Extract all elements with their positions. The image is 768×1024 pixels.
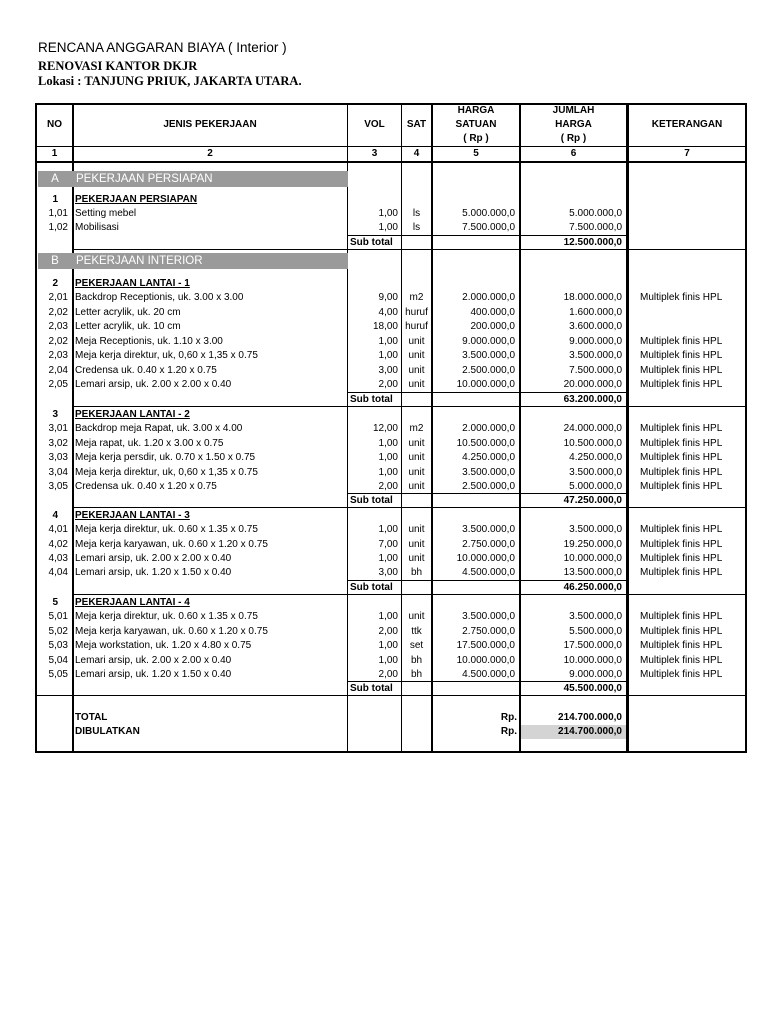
cell-vol: 1,00: [378, 655, 398, 666]
cell-no: 4,03: [48, 553, 68, 564]
cell-jumlah: 18.000.000,0: [563, 292, 622, 303]
cell-ket: Multiplek finis HPL: [640, 669, 723, 680]
table-row: [37, 639, 745, 653]
cell-ket: Multiplek finis HPL: [640, 438, 723, 449]
cell-ket: Multiplek finis HPL: [640, 350, 723, 361]
cell-ket: Multiplek finis HPL: [640, 539, 723, 550]
cell-harga: 2.500.000,0: [462, 481, 515, 492]
table-row: [37, 451, 745, 465]
cell-jumlah: 5.000.000,0: [569, 481, 622, 492]
cell-desc: Lemari arsip, uk. 1.20 x 1.50 x 0.40: [75, 567, 232, 578]
table-row: [37, 538, 745, 552]
cell-harga: 3.500.000,0: [462, 350, 515, 361]
cell-harga: 2.750.000,0: [462, 626, 515, 637]
section-b-letter: B: [51, 255, 59, 267]
cell-no: 2,05: [48, 379, 68, 390]
cell-vol: 1,00: [378, 524, 398, 535]
cell-sat: unit: [408, 336, 425, 347]
cell-ket: Multiplek finis HPL: [640, 553, 723, 564]
cell-sat: unit: [408, 365, 425, 376]
cell-desc: Meja kerja persdir, uk. 0.70 x 1.50 x 0.75: [75, 452, 256, 463]
cell-desc: Meja kerja karyawan, uk. 0.60 x 1.20 x 0.75: [75, 626, 268, 637]
subtotal-rule: [72, 594, 745, 595]
cell-ket: Multiplek finis HPL: [640, 336, 723, 347]
cell-sat: m2: [409, 423, 424, 434]
table-row: [37, 523, 745, 537]
cell-desc: Meja kerja direktur, uk. 0.60 x 1.35 x 0.75: [75, 524, 258, 535]
cell-sat: unit: [408, 553, 425, 564]
table-row: [37, 480, 745, 494]
subtotal-rule: [72, 406, 745, 407]
cell-sat: huruf: [405, 321, 428, 332]
cell-desc: Meja kerja direktur, uk, 0,60 x 1,35 x 0.75: [75, 350, 258, 361]
cell-desc: Meja kerja direktur, uk. 0.60 x 1.35 x 0.75: [75, 611, 258, 622]
rounded-label: DIBULATKAN: [75, 726, 140, 737]
col-header-vol: VOL: [364, 119, 385, 130]
col-number: 4: [413, 148, 420, 159]
subtotal-value: 45.500.000,0: [563, 683, 622, 694]
subtotal-rule: [72, 507, 745, 508]
cell-no: 1,02: [48, 222, 68, 233]
cell-harga: 200.000,0: [470, 321, 515, 332]
cell-no: 2,02: [48, 307, 68, 318]
cell-jumlah: 7.500.000,0: [569, 365, 622, 376]
col-number: 6: [570, 148, 577, 159]
cell-desc: Letter acrylik, uk. 20 cm: [75, 307, 181, 318]
cell-vol: 1,00: [378, 350, 398, 361]
table-row: [37, 349, 745, 363]
table-row: [37, 610, 745, 624]
cell-sat: unit: [408, 611, 425, 622]
cell-vol: 1,00: [378, 553, 398, 564]
section-a-letter: A: [51, 173, 59, 185]
cell-ket: Multiplek finis HPL: [640, 626, 723, 637]
cell-sat: unit: [408, 438, 425, 449]
cell-desc: Meja Receptionis, uk. 1.10 x 3.00: [75, 336, 223, 347]
cell-desc: Lemari arsip, uk. 2.00 x 2.00 x 0.40: [75, 553, 232, 564]
cell-harga: 7.500.000,0: [462, 222, 515, 233]
cell-vol: 18,00: [372, 321, 398, 332]
cell-no: 4,02: [48, 539, 68, 550]
cell-harga: 2.500.000,0: [462, 365, 515, 376]
cell-desc: Setting mebel: [75, 208, 137, 219]
col-header-jenis: JENIS PEKERJAAN: [163, 119, 257, 130]
cell-jumlah: 9.000.000,0: [569, 669, 622, 680]
cell-jumlah: 10.500.000,0: [563, 438, 622, 449]
cell-no: 1,01: [48, 208, 68, 219]
cell-ket: Multiplek finis HPL: [640, 292, 723, 303]
cell-desc: Lemari arsip, uk. 2.00 x 2.00 x 0.40: [75, 379, 232, 390]
cell-ket: Multiplek finis HPL: [640, 611, 723, 622]
cell-jumlah: 3.500.000,0: [569, 524, 622, 535]
cell-desc: Credensa uk. 0.40 x 1.20 x 0.75: [75, 481, 217, 492]
col-header-sat: SAT: [406, 119, 427, 130]
cell-jumlah: 3.600.000,0: [569, 321, 622, 332]
cell-no: 2,04: [48, 365, 68, 376]
cell-desc: PEKERJAAN LANTAI - 1: [75, 278, 190, 289]
cell-vol: 2,00: [378, 626, 398, 637]
col-header-harga-3: ( Rp ): [463, 133, 489, 144]
group-heading-row: [37, 509, 745, 523]
cell-vol: 4,00: [378, 307, 398, 318]
cell-sat: unit: [408, 452, 425, 463]
cell-jumlah: 20.000.000,0: [563, 379, 622, 390]
cell-ket: Multiplek finis HPL: [640, 481, 723, 492]
cell-jumlah: 5.000.000,0: [569, 208, 622, 219]
row-divider: [37, 695, 745, 696]
table-row: [37, 335, 745, 349]
cell-desc: Letter acrylik, uk. 10 cm: [75, 321, 181, 332]
cell-ket: Multiplek finis HPL: [640, 467, 723, 478]
cell-harga: 10.000.000,0: [456, 655, 515, 666]
cell-jumlah: 1.600.000,0: [569, 307, 622, 318]
cell-jumlah: 10.000.000,0: [563, 553, 622, 564]
cell-no: 5,04: [48, 655, 68, 666]
cell-jumlah: 13.500.000,0: [563, 567, 622, 578]
subtotal-rule: [72, 249, 745, 250]
cell-no: 2: [52, 278, 58, 289]
cell-jumlah: 3.500.000,0: [569, 467, 622, 478]
section-a-title: PEKERJAAN PERSIAPAN: [76, 173, 213, 185]
cell-vol: 3,00: [378, 365, 398, 376]
col-header-harga-2: SATUAN: [455, 119, 497, 130]
cell-no: 2,01: [48, 292, 68, 303]
cell-harga: 10.000.000,0: [456, 379, 515, 390]
table-row: [37, 437, 745, 451]
table-row: [37, 364, 745, 378]
section-b-title: PEKERJAAN INTERIOR: [76, 255, 203, 267]
cell-no: 5,02: [48, 626, 68, 637]
col-number: 7: [684, 148, 690, 159]
table-row: [37, 625, 745, 639]
cell-sat: unit: [408, 379, 425, 390]
table-row: [37, 320, 745, 334]
section-b-bar: [38, 253, 348, 269]
cell-no: 4,04: [48, 567, 68, 578]
cell-no: 2,03: [48, 321, 68, 332]
cell-vol: 3,00: [378, 567, 398, 578]
subtotal-label: Sub total: [350, 582, 393, 593]
col-header-keterangan: KETERANGAN: [651, 119, 723, 130]
cell-ket: Multiplek finis HPL: [640, 567, 723, 578]
group-heading-row: [37, 277, 745, 291]
col-number: 3: [371, 148, 378, 159]
cell-harga: 400.000,0: [470, 307, 515, 318]
cell-ket: Multiplek finis HPL: [640, 365, 723, 376]
cell-jumlah: 9.000.000,0: [569, 336, 622, 347]
cell-ket: Multiplek finis HPL: [640, 379, 723, 390]
cell-desc: Backdrop meja Rapat, uk. 3.00 x 4.00: [75, 423, 243, 434]
cell-desc: Meja kerja direktur, uk, 0,60 x 1,35 x 0.75: [75, 467, 258, 478]
table-row: [37, 378, 745, 392]
subtotal-value: 46.250.000,0: [563, 582, 622, 593]
cell-vol: 1,00: [378, 438, 398, 449]
cell-vol: 2,00: [378, 481, 398, 492]
col-number: 2: [207, 148, 213, 159]
table-row: [37, 221, 745, 235]
cell-vol: 1,00: [378, 336, 398, 347]
cell-vol: 2,00: [378, 379, 398, 390]
table-row: [37, 466, 745, 480]
subtotal-value: 47.250.000,0: [563, 495, 622, 506]
cell-vol: 1,00: [378, 222, 398, 233]
total-value: 214.700.000,0: [558, 712, 622, 723]
cell-jumlah: 3.500.000,0: [569, 350, 622, 361]
cell-sat: ls: [412, 208, 421, 219]
doc-title: RENCANA ANGGARAN BIAYA ( Interior ): [38, 40, 287, 55]
cell-desc: Lemari arsip, uk. 1.20 x 1.50 x 0.40: [75, 669, 232, 680]
cell-sat: set: [409, 640, 424, 651]
cell-desc: PEKERJAAN PERSIAPAN: [75, 194, 198, 205]
table-row: [37, 207, 745, 221]
cell-vol: 2,00: [378, 669, 398, 680]
cell-harga: 3.500.000,0: [462, 524, 515, 535]
rab-table: [35, 103, 747, 753]
rounded-currency: Rp.: [500, 726, 517, 737]
cell-harga: 3.500.000,0: [462, 611, 515, 622]
group-heading-row: [37, 596, 745, 610]
col-header-jumlah-3: ( Rp ): [560, 133, 587, 144]
rounded-value: 214.700.000,0: [521, 725, 626, 739]
cell-vol: 1,00: [378, 452, 398, 463]
cell-jumlah: 17.500.000,0: [563, 640, 622, 651]
cell-sat: bh: [410, 655, 423, 666]
cell-sat: unit: [408, 524, 425, 535]
table-row: [37, 668, 745, 682]
col-header-jumlah-2: HARGA: [555, 119, 592, 130]
cell-jumlah: 10.000.000,0: [563, 655, 622, 666]
total-label: TOTAL: [75, 712, 108, 723]
cell-harga: 10.500.000,0: [456, 438, 515, 449]
table-row: [37, 306, 745, 320]
cell-harga: 3.500.000,0: [462, 467, 515, 478]
cell-harga: 4.250.000,0: [462, 452, 515, 463]
cell-ket: Multiplek finis HPL: [640, 423, 723, 434]
cell-harga: 2.750.000,0: [462, 539, 515, 550]
cell-vol: 12,00: [372, 423, 398, 434]
cell-ket: Multiplek finis HPL: [640, 655, 723, 666]
col-header-no: NO: [47, 119, 62, 130]
cell-no: 5: [52, 597, 58, 608]
project-name: RENOVASI KANTOR DKJR: [38, 59, 198, 73]
total-currency: Rp.: [500, 712, 517, 723]
cell-vol: 1,00: [378, 611, 398, 622]
cell-vol: 9,00: [378, 292, 398, 303]
cell-sat: unit: [408, 539, 425, 550]
cell-sat: bh: [410, 669, 423, 680]
cell-no: 2,02: [48, 336, 68, 347]
cell-desc: Meja workstation, uk. 1.20 x 4.80 x 0.75: [75, 640, 252, 651]
cell-desc: Mobilisasi: [75, 222, 119, 233]
col-number: 5: [473, 148, 479, 159]
cell-sat: unit: [408, 467, 425, 478]
section-a-bar: [38, 171, 348, 187]
cell-harga: 4.500.000,0: [462, 567, 515, 578]
table-row: [37, 654, 745, 668]
cell-harga: 2.000.000,0: [462, 423, 515, 434]
cell-no: 5,05: [48, 669, 68, 680]
cell-ket: Multiplek finis HPL: [640, 452, 723, 463]
cell-no: 5,03: [48, 640, 68, 651]
table-row: [37, 566, 745, 580]
group-heading-row: [37, 193, 745, 207]
cell-jumlah: 7.500.000,0: [569, 222, 622, 233]
cell-no: 3,02: [48, 438, 68, 449]
cell-desc: PEKERJAAN LANTAI - 4: [75, 597, 190, 608]
cell-harga: 4.500.000,0: [462, 669, 515, 680]
cell-no: 3,05: [48, 481, 68, 492]
cell-jumlah: 5.500.000,0: [569, 626, 622, 637]
col-number: 1: [51, 148, 58, 159]
project-location: Lokasi : TANJUNG PRIUK, JAKARTA UTARA.: [38, 74, 302, 88]
cell-no: 3,03: [48, 452, 68, 463]
subtotal-value: 12.500.000,0: [563, 237, 622, 248]
cell-vol: 7,00: [378, 539, 398, 550]
subtotal-label: Sub total: [350, 495, 393, 506]
cell-desc: Meja kerja karyawan, uk. 0.60 x 1.20 x 0.75: [75, 539, 268, 550]
cell-ket: Multiplek finis HPL: [640, 524, 723, 535]
cell-no: 3,01: [48, 423, 68, 434]
row-divider: [37, 161, 745, 163]
cell-no: 4: [52, 510, 58, 521]
cell-harga: 2.000.000,0: [462, 292, 515, 303]
subtotal-label: Sub total: [350, 237, 393, 248]
cell-no: 5,01: [48, 611, 68, 622]
table-row: [37, 291, 745, 305]
cell-desc: Credensa uk. 0.40 x 1.20 x 0.75: [75, 365, 217, 376]
cell-ket: Multiplek finis HPL: [640, 640, 723, 651]
cell-vol: 1,00: [378, 467, 398, 478]
subtotal-value: 63.200.000,0: [563, 394, 622, 405]
cell-jumlah: 19.250.000,0: [563, 539, 622, 550]
col-header-harga-1: HARGA: [457, 105, 495, 116]
table-row: [37, 552, 745, 566]
cell-no: 3: [52, 409, 58, 420]
col-header-jumlah-1: JUMLAH: [552, 105, 595, 116]
cell-vol: 1,00: [378, 640, 398, 651]
cell-desc: Meja rapat, uk. 1.20 x 3.00 x 0.75: [75, 438, 224, 449]
cell-harga: 10.000.000,0: [456, 553, 515, 564]
cell-harga: 17.500.000,0: [456, 640, 515, 651]
cell-desc: Lemari arsip, uk. 2.00 x 2.00 x 0.40: [75, 655, 232, 666]
subtotal-label: Sub total: [350, 683, 393, 694]
cell-sat: m2: [409, 292, 424, 303]
cell-no: 2,03: [48, 350, 68, 361]
cell-desc: PEKERJAAN LANTAI - 2: [75, 409, 190, 420]
subtotal-label: Sub total: [350, 394, 393, 405]
cell-no: 3,04: [48, 467, 68, 478]
cell-jumlah: 24.000.000,0: [563, 423, 622, 434]
table-row: [37, 422, 745, 436]
cell-harga: 5.000.000,0: [462, 208, 515, 219]
cell-sat: huruf: [405, 307, 428, 318]
cell-sat: unit: [408, 350, 425, 361]
cell-no: 1: [52, 194, 58, 205]
cell-jumlah: 3.500.000,0: [569, 611, 622, 622]
cell-desc: PEKERJAAN LANTAI - 3: [75, 510, 190, 521]
cell-desc: Backdrop Receptionis, uk. 3.00 x 3.00: [75, 292, 244, 303]
cell-no: 4,01: [48, 524, 68, 535]
cell-sat: bh: [410, 567, 423, 578]
cell-sat: unit: [408, 481, 425, 492]
cell-harga: 9.000.000,0: [462, 336, 515, 347]
cell-vol: 1,00: [378, 208, 398, 219]
cell-sat: ttk: [411, 626, 422, 637]
cell-sat: ls: [412, 222, 421, 233]
group-heading-row: [37, 408, 745, 422]
cell-jumlah: 4.250.000,0: [569, 452, 622, 463]
